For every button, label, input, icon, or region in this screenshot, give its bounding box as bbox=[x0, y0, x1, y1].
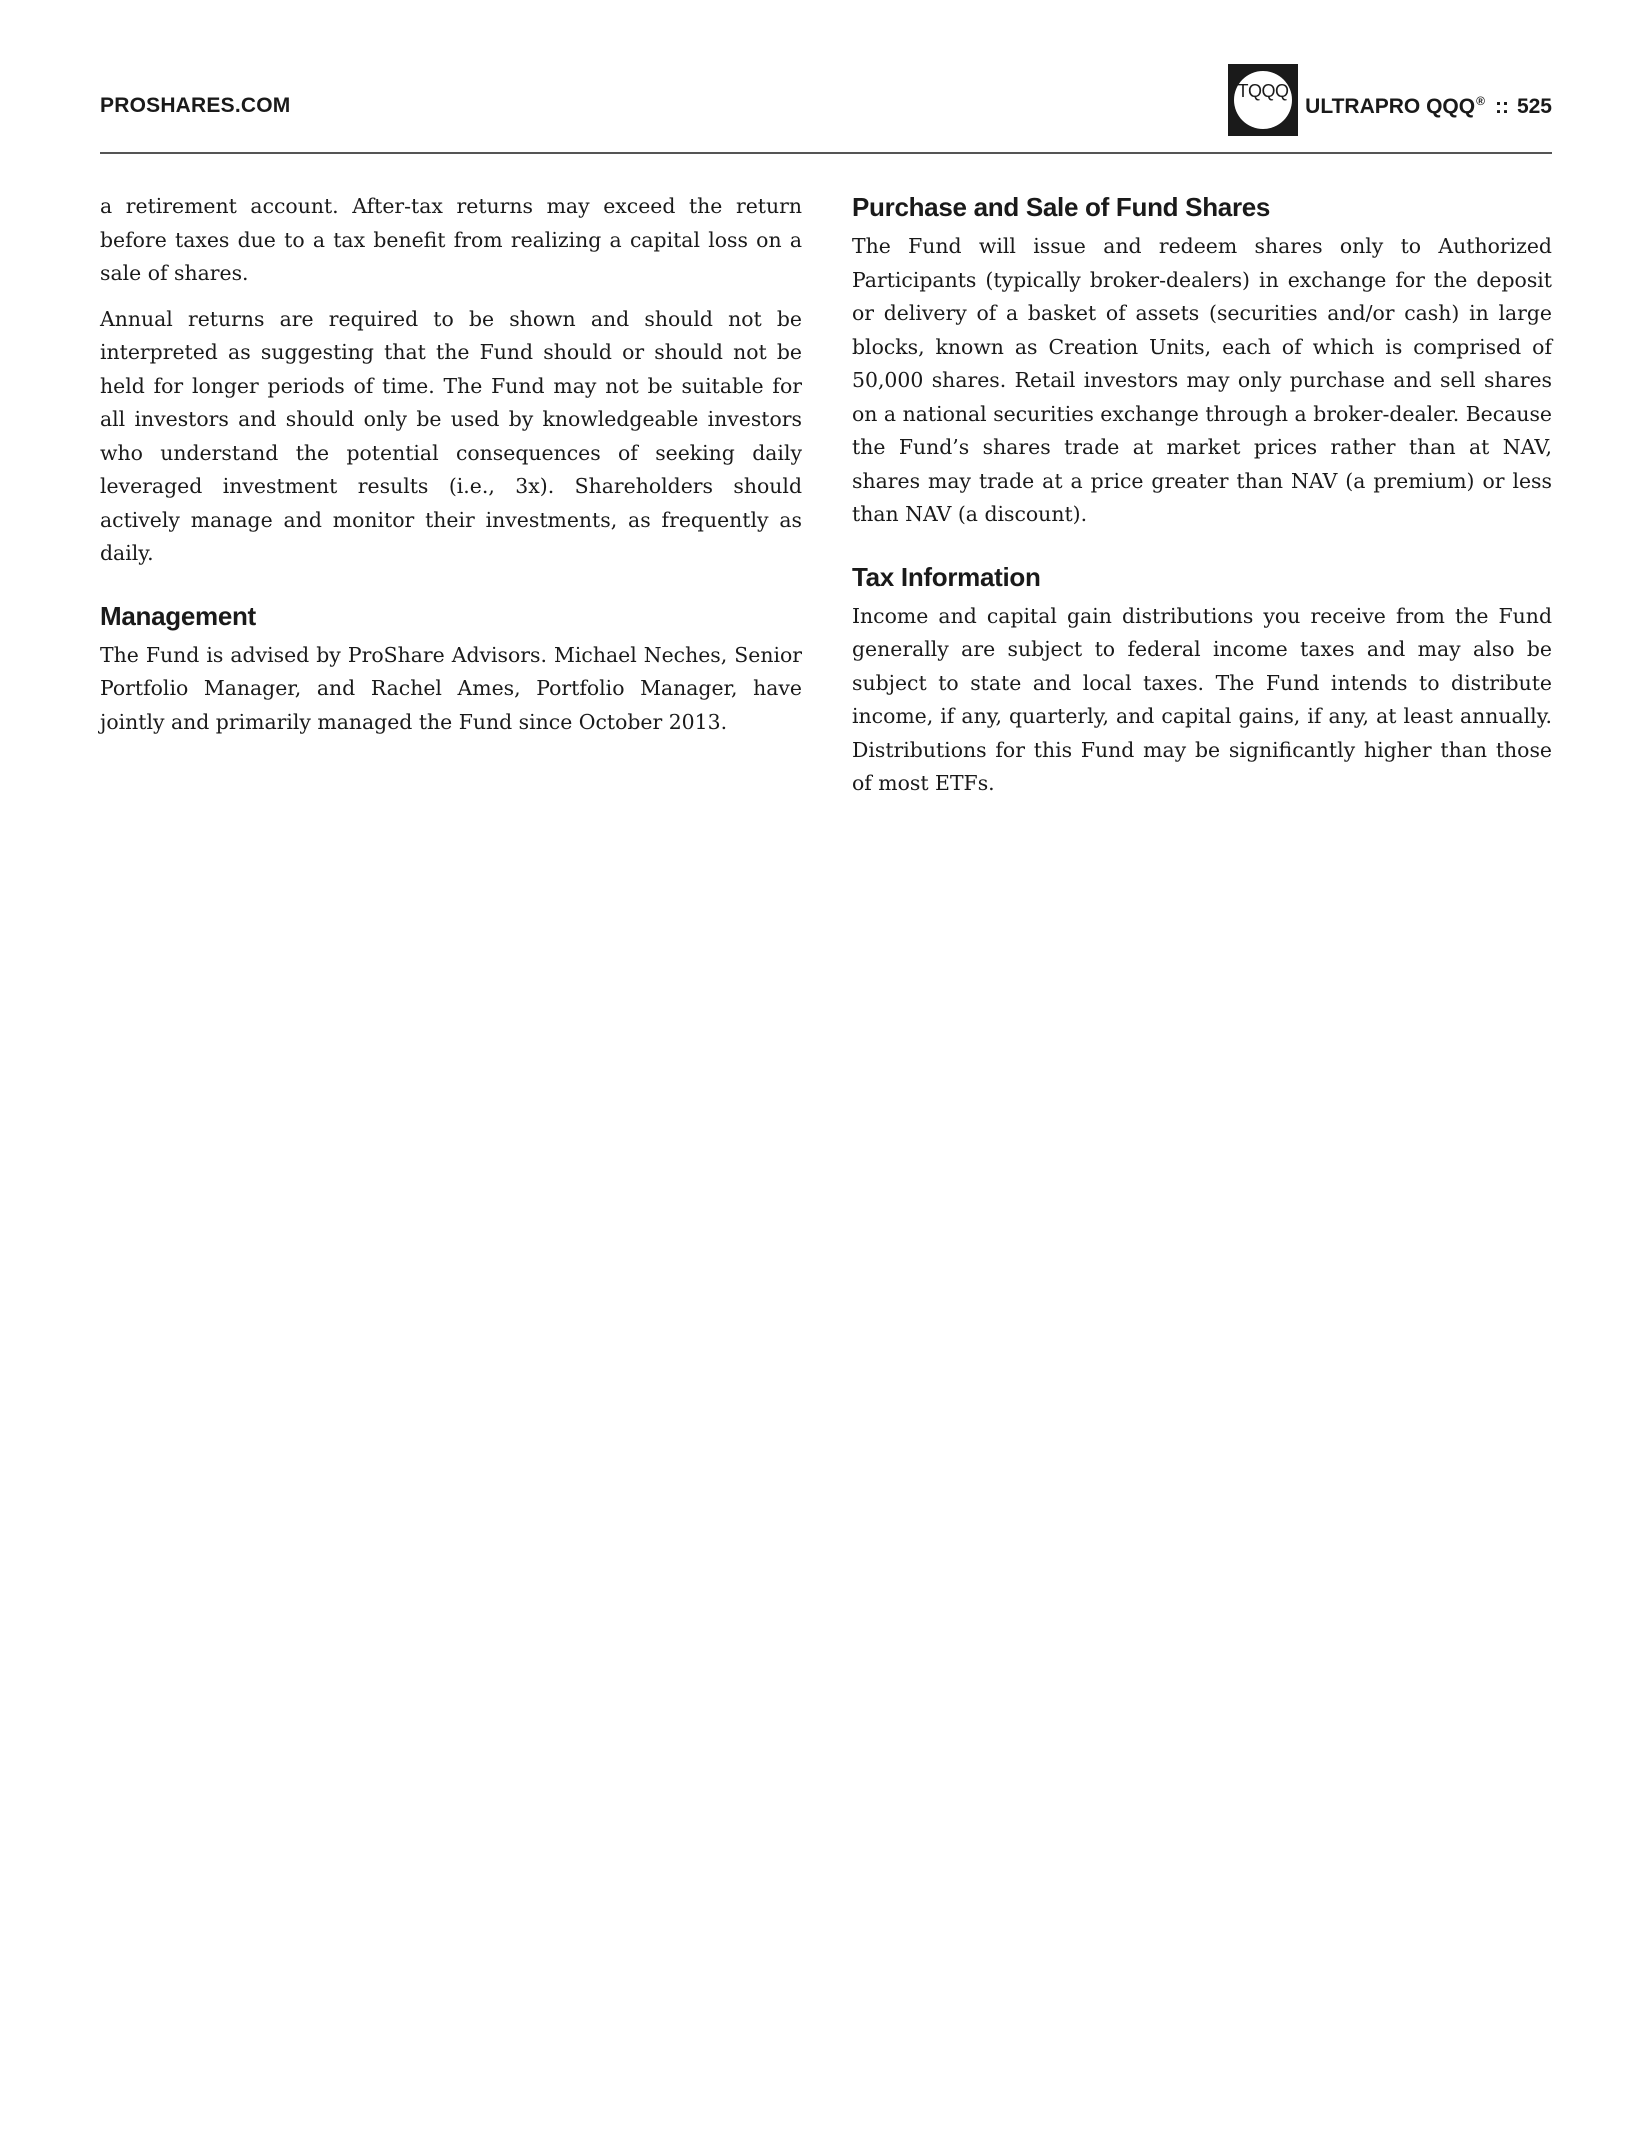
after-tax-paragraph: a retirement account. After-tax returns may exceed the return before taxes due to a tax benefit from realizing a capital loss on a sale of shares. bbox=[100, 194, 802, 285]
site-link[interactable]: PROSHARES.COM bbox=[100, 94, 291, 117]
trademark-symbol: ® bbox=[1476, 94, 1485, 108]
page-header bbox=[100, 64, 1552, 148]
annual-returns-paragraph: Annual returns are required to be shown and should not be interpreted as suggesting that the Fund should or should not be held for longer periods of time. The Fund may not be suitable for all investors and should only be used by knowledgeable investors who understand the potential consequences of seeking daily leveraged investment results (i.e., 3x). Shareholders should actively manage and monitor their investments, as frequently as daily. bbox=[100, 306, 802, 565]
fund-name: ULTRAPRO QQQ bbox=[1305, 95, 1476, 118]
purchase-sale-heading: Purchase and Sale of Fund Shares bbox=[852, 192, 1271, 222]
right-column bbox=[852, 186, 1552, 813]
ticker-badge bbox=[1228, 64, 1298, 136]
page-number: 525 bbox=[1516, 95, 1552, 118]
left-column bbox=[100, 190, 802, 751]
ticker-label: TQQQ bbox=[1234, 71, 1292, 129]
tax-information-heading: Tax Information bbox=[852, 561, 1041, 592]
purchase-sale-paragraph: The Fund will issue and redeem shares only to Authorized Participants (typically broker-dealers) in exchange for the deposit or delivery of a basket of assets (securities and/or cash) in large blocks, known as Creation Units, each of which is comprised of 50,000 shares. Retail investors may only purchase and sell shares on a national securities exchange through a broker-dealer. Because the Fund’s shares trade at market prices rather than at NAV, shares may trade at a price greater than NAV (a premium) or less than NAV (a discount). bbox=[852, 234, 1552, 526]
management-heading: Management bbox=[100, 600, 256, 631]
title-separator: :: bbox=[1494, 95, 1509, 118]
tax-information-paragraph: Income and capital gain distributions you receive from the Fund generally are subject to federal income taxes and may also be subject to state and local taxes. The Fund intends to distribute income, if any, quarterly, and capital gains, if any, at least annually. Distributions for this Fund may be significantly higher than those of most ETFs. bbox=[852, 603, 1552, 795]
management-paragraph: The Fund is advised by ProShare Advisors. Michael Neches, Senior Portfolio Manager, and Rachel Ames, Portfolio Manager, have jointly and primarily managed the Fund since October 2013. bbox=[100, 642, 802, 734]
header-divider bbox=[100, 152, 1552, 154]
running-title bbox=[1305, 94, 1552, 119]
